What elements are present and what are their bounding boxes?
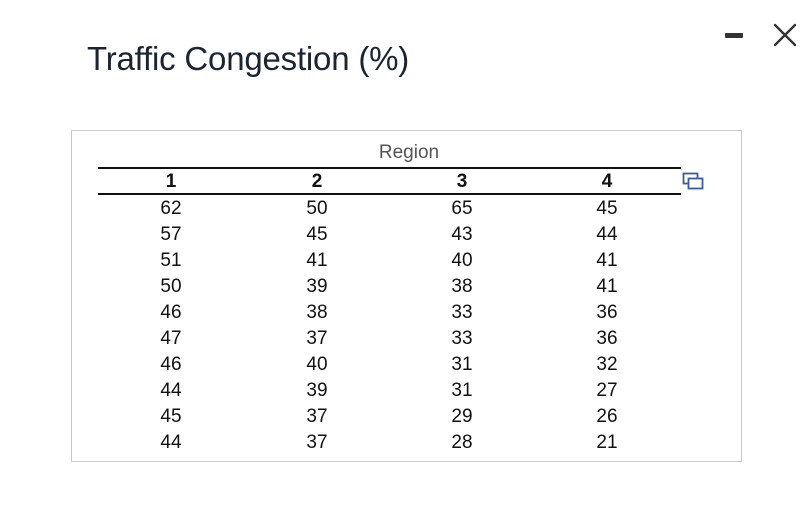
column-header-4: 4 — [601, 171, 613, 192]
table-cell: 41 — [596, 250, 618, 271]
table-cell: 31 — [451, 380, 473, 401]
table-cell: 36 — [596, 302, 618, 323]
table-cell: 65 — [451, 198, 473, 219]
table-cell: 40 — [306, 354, 328, 375]
table-cell: 33 — [451, 302, 473, 323]
page-title: Traffic Congestion (%) — [87, 40, 410, 77]
table-cell: 29 — [451, 406, 473, 427]
table-cell: 26 — [596, 406, 618, 427]
table-cell: 37 — [306, 406, 328, 427]
table-cell: 44 — [160, 432, 182, 453]
table-cell: 41 — [306, 250, 328, 271]
table-cell: 40 — [451, 250, 473, 271]
table-cell: 37 — [306, 432, 328, 453]
table-cell: 41 — [596, 276, 618, 297]
data-table-panel — [71, 130, 742, 462]
table-cell: 39 — [306, 380, 328, 401]
table-cell: 21 — [596, 432, 618, 453]
table-top-rule — [98, 167, 681, 169]
table-cell: 46 — [160, 302, 182, 323]
copy-table-icon[interactable] — [682, 172, 704, 190]
table-cell: 31 — [451, 354, 473, 375]
table-cell: 36 — [596, 328, 618, 349]
table-cell: 45 — [596, 198, 618, 219]
table-cell: 44 — [160, 380, 182, 401]
table-cell: 45 — [160, 406, 182, 427]
column-header-1: 1 — [165, 171, 177, 192]
table-cell: 27 — [596, 380, 618, 401]
table-cell: 51 — [160, 250, 182, 271]
close-button[interactable] — [770, 18, 800, 52]
table-cell: 44 — [596, 224, 618, 245]
table-cell: 37 — [306, 328, 328, 349]
table-cell: 45 — [306, 224, 328, 245]
column-header-2: 2 — [311, 171, 323, 192]
minimize-button[interactable] — [719, 18, 749, 52]
table-cell: 47 — [160, 328, 182, 349]
table-cell: 43 — [451, 224, 473, 245]
table-cell: 39 — [306, 276, 328, 297]
column-header-3: 3 — [456, 171, 468, 192]
table-cell: 38 — [306, 302, 328, 323]
table-cell: 46 — [160, 354, 182, 375]
table-cell: 38 — [451, 276, 473, 297]
table-cell: 50 — [306, 198, 328, 219]
minimize-icon — [725, 33, 743, 38]
table-cell: 50 — [160, 276, 182, 297]
table-cell: 32 — [596, 354, 618, 375]
table-group-label: Region — [378, 142, 440, 163]
table-header-rule — [98, 193, 681, 195]
table-cell: 28 — [451, 432, 473, 453]
table-cell: 33 — [451, 328, 473, 349]
table-cell: 57 — [160, 224, 182, 245]
close-icon — [772, 22, 798, 48]
table-cell: 62 — [160, 198, 182, 219]
